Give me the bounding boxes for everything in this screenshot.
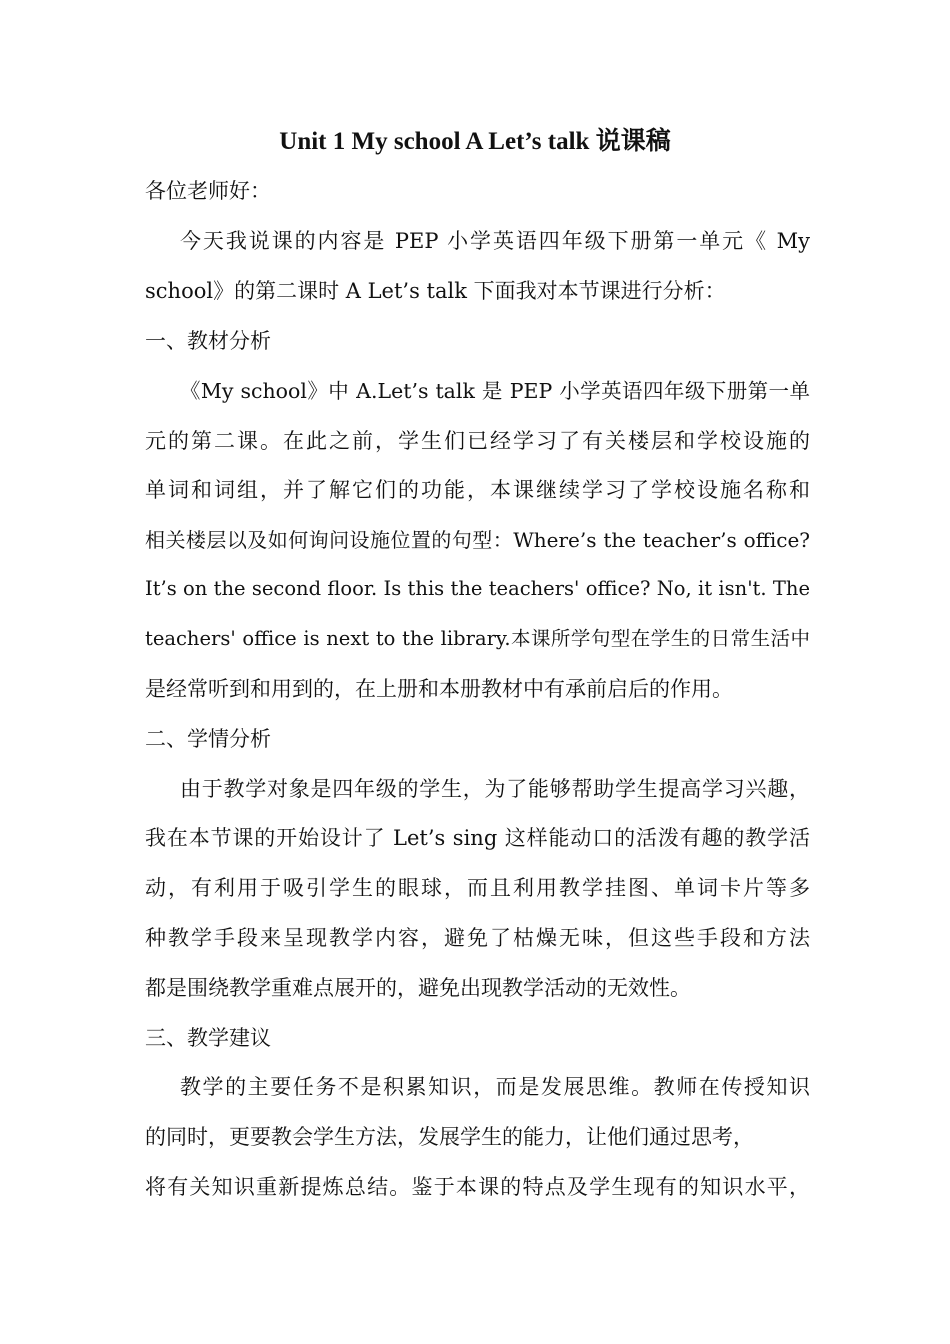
paragraph-line: 元的第二课。在此之前，学生们已经学习了有关楼层和学校设施的 [145, 429, 810, 453]
paragraph-line: 由于教学对象是四年级的学生，为了能够帮助学生提高学习兴趣， [180, 777, 810, 801]
section-heading-student-analysis: 二、学情分析 [145, 727, 271, 751]
paragraph-line: 今天我说课的内容是 PEP 小学英语四年级下册第一单元《 My [180, 229, 810, 253]
paragraph-line: 教学的主要任务不是积累知识，而是发展思维。教师在传授知识 [180, 1075, 810, 1099]
paragraph-line: 动，有利用于吸引学生的眼球，而且利用教学挂图、单词卡片等多 [145, 876, 810, 900]
paragraph-line: school》的第二课时 A Let’s talk 下面我对本节课进行分析： [145, 279, 726, 303]
paragraph-line: 将有关知识重新提炼总结。鉴于本课的特点及学生现有的知识水平， [145, 1175, 810, 1199]
paragraph-line: 我在本节课的开始设计了 Let’s sing 这样能动口的活泼有趣的教学活 [145, 826, 810, 850]
paragraph-line: 种教学手段来呈现教学内容，避免了枯燥无味，但这些手段和方法 [145, 926, 810, 950]
section-heading-textbook-analysis: 一、教材分析 [145, 329, 271, 353]
section-heading-teaching-suggestions: 三、教学建议 [145, 1026, 271, 1050]
paragraph-line: 《My school》中 A.Let’s talk 是 PEP 小学英语四年级下册第一单 [180, 379, 810, 403]
paragraph-line: 相关楼层以及如何询问设施位置的句型：Where’s the teacher’s office? [145, 528, 810, 552]
paragraph-line: 的同时，更要教会学生方法，发展学生的能力，让他们通过思考， [145, 1125, 754, 1149]
paragraph-line: 单词和词组，并了解它们的功能，本课继续学习了学校设施名称和 [145, 478, 810, 502]
greeting-line: 各位老师好： [145, 179, 271, 203]
paragraph-line: 是经常听到和用到的，在上册和本册教材中有承前启后的作用。 [145, 677, 733, 701]
paragraph-line: 都是围绕教学重难点展开的，避免出现教学活动的无效性。 [145, 976, 691, 1000]
paragraph-line: It’s on the second floor. Is this the teachers' office? No, it isn't. The [145, 577, 810, 600]
document-title: Unit 1 My school A Let’s talk 说课稿 [279, 128, 671, 155]
paragraph-line: teachers' office is next to the library.本课所学句型在学生的日常生活中 [145, 627, 810, 650]
